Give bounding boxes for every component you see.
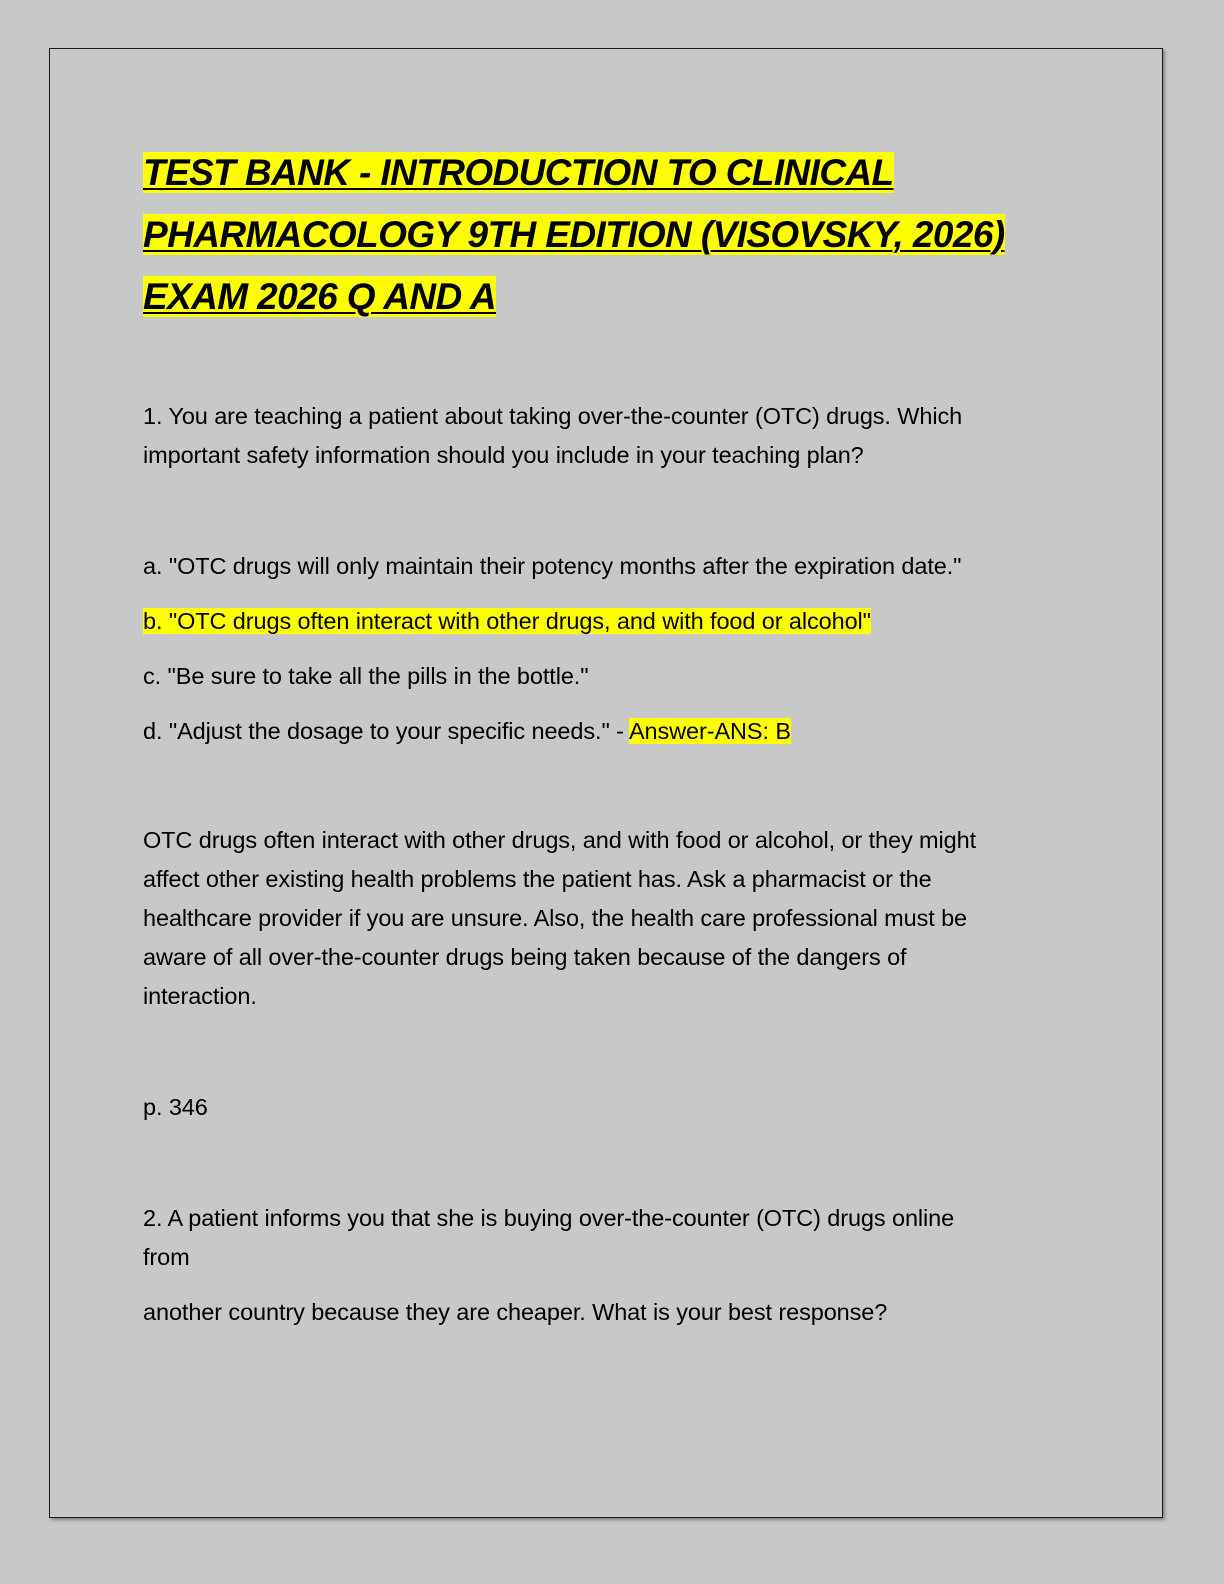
question-1-rationale-line-3: healthcare provider if you are unsure. Also, the health care professional must be — [143, 905, 968, 931]
question-1-page-reference: p. 346 — [143, 1094, 208, 1120]
title-line-1: TEST BANK - INTRODUCTION TO CLINICAL — [143, 152, 894, 193]
question-2-stem-line-1: 2. A patient informs you that she is buying over-the-counter (OTC) drugs online — [143, 1205, 955, 1231]
question-2-continuation: another country because they are cheaper. What is your best response? — [143, 1299, 888, 1325]
question-1-rationale-line-5: interaction. — [143, 983, 257, 1009]
question-1-option-b — [143, 602, 871, 641]
title-line-3: EXAM 2026 Q AND A — [143, 276, 497, 317]
title-line-2: PHARMACOLOGY 9TH EDITION (VISOVSKY, 2026) — [143, 214, 1005, 255]
question-2-stem-line-2: from — [143, 1244, 190, 1270]
question-1-rationale-line-2: affect other existing health problems the patient has. Ask a pharmacist or the — [143, 866, 932, 892]
question-1-stem-line-1: 1. You are teaching a patient about taking over-the-counter (OTC) drugs. Which — [143, 403, 963, 429]
question-1-option-d-text: d. "Adjust the dosage to your specific needs." - — [143, 718, 629, 744]
question-1-rationale-line-1: OTC drugs often interact with other drugs, and with food or alcohol, or they might — [143, 827, 977, 853]
question-1-option-a: a. "OTC drugs will only maintain their potency months after the expiration date." — [143, 553, 962, 579]
question-1-rationale-line-4: aware of all over-the-counter drugs being taken because of the dangers of — [143, 944, 907, 970]
question-1-option-c: c. "Be sure to take all the pills in the bottle." — [143, 663, 589, 689]
question-1-option-d — [143, 712, 791, 751]
question-1-option-b-text: b. "OTC drugs often interact with other drugs, and with food or alcohol" — [143, 608, 871, 634]
document-title — [143, 142, 1103, 328]
question-1-answer: Answer-ANS: B — [628, 718, 791, 744]
question-1-stem-line-2: important safety information should you include in your teaching plan? — [143, 442, 864, 468]
